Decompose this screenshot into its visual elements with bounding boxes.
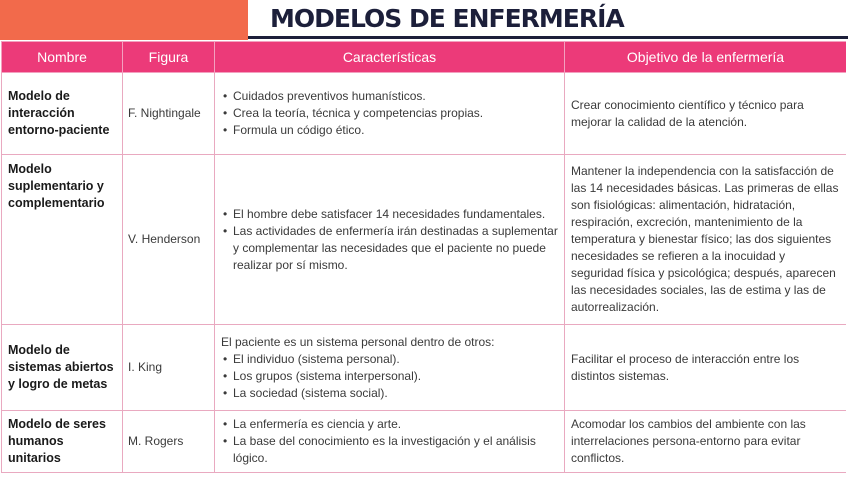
model-name: Modelo de sistemas abiertos y logro de metas xyxy=(2,325,123,411)
objective-text: Facilitar el proceso de interacción entre los distintos sistemas. xyxy=(565,325,847,411)
objective-text: Acomodar los cambios del ambiente con las interrelaciones persona-entorno para evitar conflictos. xyxy=(565,411,847,473)
header-nombre: Nombre xyxy=(2,42,123,73)
table-row xyxy=(2,155,847,325)
accent-bar xyxy=(0,0,248,40)
characteristics-intro: El paciente es un sistema personal dentro de otros: xyxy=(221,334,495,349)
model-figure: I. King xyxy=(123,325,215,411)
characteristic-item: • Crea la teoría, técnica y competencias propias. xyxy=(221,105,558,122)
characteristic-item: • Formula un código ético. xyxy=(221,122,558,139)
table-row xyxy=(2,411,847,473)
header-figura: Figura xyxy=(123,42,215,73)
characteristics-list xyxy=(221,351,558,402)
characteristics-list xyxy=(221,88,558,139)
characteristic-item: • Los grupos (sistema interpersonal). xyxy=(221,368,558,385)
characteristics-list xyxy=(221,416,558,467)
characteristic-item: • El hombre debe satisfacer 14 necesidades fundamentales. xyxy=(221,206,558,223)
model-figure: V. Henderson xyxy=(123,155,215,325)
characteristic-item: • La sociedad (sistema social). xyxy=(221,385,558,402)
model-name: Modelo de interacción entorno-paciente xyxy=(2,73,123,155)
models-table-container xyxy=(1,41,846,477)
model-figure: F. Nightingale xyxy=(123,73,215,155)
objective-text: Crear conocimiento científico y técnico para mejorar la calidad de la atención. xyxy=(565,73,847,155)
table-row xyxy=(2,73,847,155)
objective-text: Mantener la independencia con la satisfacción de las 14 necesidades básicas. Las primeras de ellas son fisiológicas: alimentación, hidratación, respiración, excreción, mantenimiento de la temperatura y bienestar físico; las dos siguientes necesidades se refieren a la inocuidad y seguridad física y psicológica; después, aparecen las necesidades sociales, las de estima y las de autorrealización. xyxy=(565,155,847,325)
characteristics-cell xyxy=(215,325,565,411)
characteristic-item: • El individuo (sistema personal). xyxy=(221,351,558,368)
characteristics-cell xyxy=(215,155,565,325)
characteristic-item: • La enfermería es ciencia y arte. xyxy=(221,416,558,433)
model-name: Modelo de seres humanos unitarios xyxy=(2,411,123,473)
characteristic-item: • Cuidados preventivos humanísticos. xyxy=(221,88,558,105)
table-row xyxy=(2,325,847,411)
model-name: Modelo suplementario y complementario xyxy=(2,155,123,325)
title-underline xyxy=(248,36,848,39)
characteristics-cell xyxy=(215,411,565,473)
characteristic-item: • Las actividades de enfermería irán destinadas a suplementar y complementar las necesidades que el paciente no puede realizar por sí mismo. xyxy=(221,223,558,274)
characteristics-cell xyxy=(215,73,565,155)
characteristics-list xyxy=(221,206,558,274)
characteristic-item: • La base del conocimiento es la investigación y el análisis lógico. xyxy=(221,433,558,467)
model-figure: M. Rogers xyxy=(123,411,215,473)
table-header-row xyxy=(2,42,847,73)
header-objetivo: Objetivo de la enfermería xyxy=(565,42,847,73)
header-caracteristicas: Características xyxy=(215,42,565,73)
page-title: MODELOS DE ENFERMERÍA xyxy=(270,4,624,33)
models-table xyxy=(1,41,846,473)
